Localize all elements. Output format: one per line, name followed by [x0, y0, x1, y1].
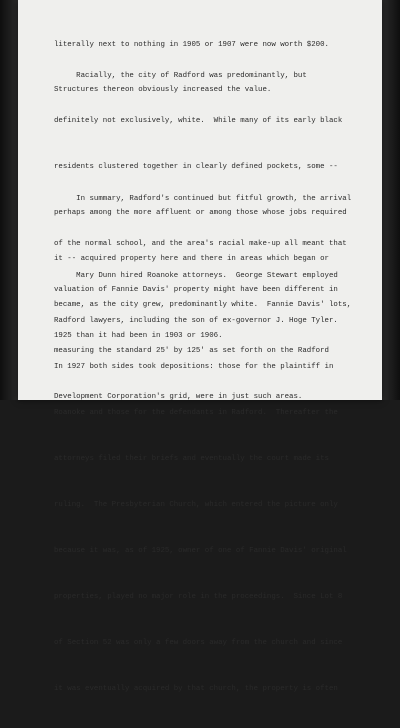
document-page — [18, 0, 382, 693]
text-line: because it was, as of 1925, owner of one of Fannie Davis' original — [54, 546, 347, 555]
text-line: valuation of Fannie Davis' property might have been different in — [54, 286, 338, 295]
text-line: it -- acquired property here and there in areas which began or — [54, 255, 329, 264]
text-line: properties, played no major role in the proceedings. Since Lot 8 — [54, 592, 343, 601]
text-line: of the normal school, and the area's racial make-up all meant that — [54, 240, 347, 249]
text-line: attorneys filed their briefs and eventually the court made its — [54, 455, 329, 464]
text-line: ruling. The Presbyterian Church, which entered the picture only — [54, 501, 338, 510]
text-line: In summary, Radford's continued but fitful growth, the arrival — [54, 194, 352, 203]
text-line: Racially, the city of Radford was predominantly, but — [54, 71, 307, 80]
text-line: Mary Dunn hired Roanoke attorneys. George Stewart employed — [54, 271, 338, 280]
text-line: perhaps among the more affluent or among those whose jobs required — [54, 209, 347, 218]
text-line: Radford lawyers, including the son of ex-governor J. Hoge Tyler. — [54, 317, 338, 326]
text-line: Development Corporation's grid, were in just such areas. — [54, 392, 303, 401]
text-line: became, as the city grew, predominantly white. Fannie Davis' lots, — [54, 301, 352, 310]
text-line: In 1927 both sides took depositions: those for the plaintiff in — [54, 363, 334, 372]
text-line: definitely not exclusively, white. While many of its early black — [54, 117, 343, 126]
text-line: residents clustered together in clearly defined pockets, some -- — [54, 163, 338, 172]
scan-edge-left — [0, 0, 18, 400]
text-line: 1925 than it had been in 1903 or 1906. — [54, 332, 223, 341]
text-line: it was eventually acquired by that church, the property is often — [54, 684, 338, 693]
paragraph-4 — [54, 238, 374, 728]
text-line: Roanoke and those for the defendants in Radford. Thereafter the — [54, 409, 338, 418]
text-line: of Section 52 was only a few doors away from the church and since — [54, 638, 343, 647]
text-line: measuring the standard 25' by 125' as set forth on the Radford — [54, 346, 329, 355]
text-line: literally next to nothing in 1905 or 1907 were now worth $200. — [54, 40, 329, 49]
scan-edge-right — [382, 0, 400, 400]
text-line: Structures thereon obviously increased the value. — [54, 86, 272, 95]
